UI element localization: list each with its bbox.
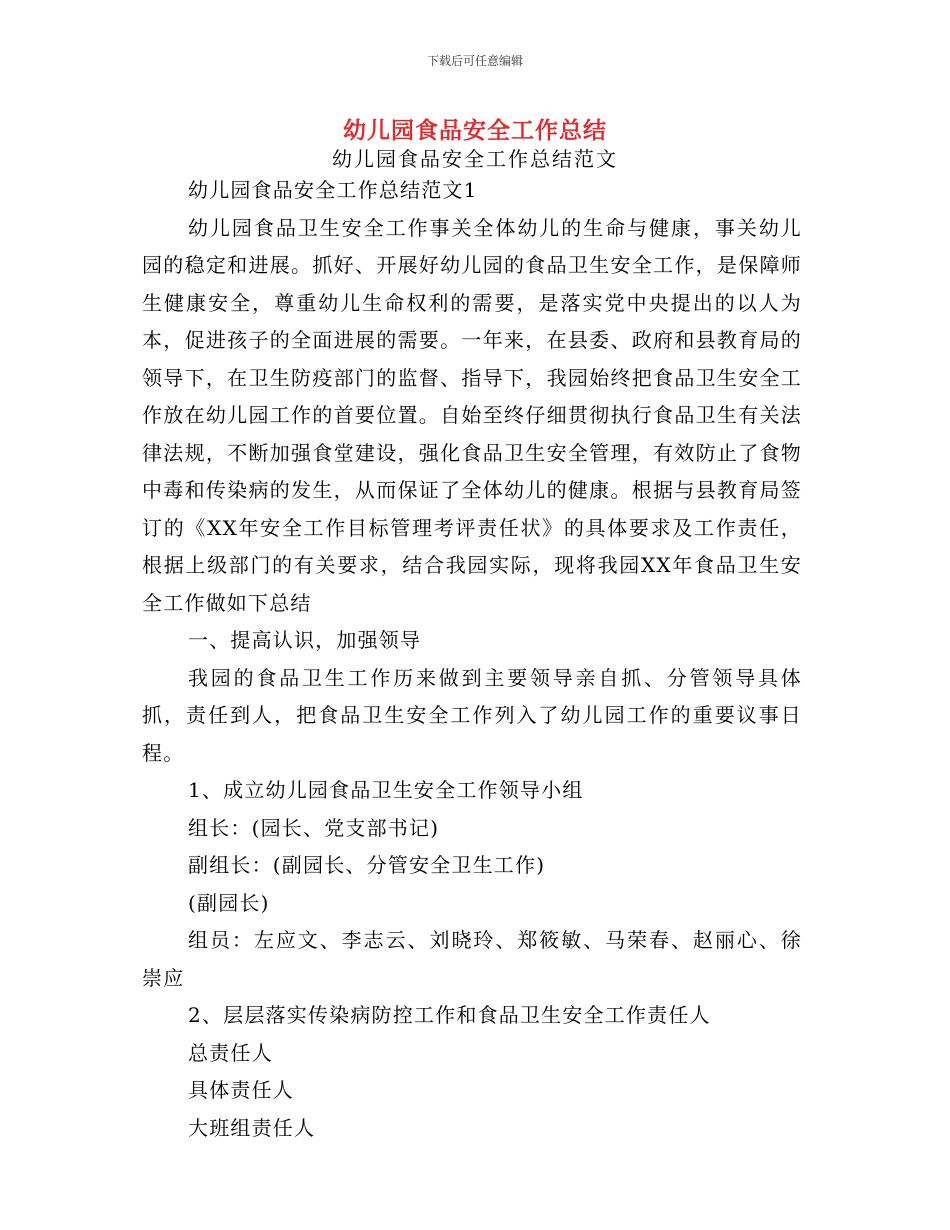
deputy-leader-line: 副组长：(副园长、分管安全卫生工作): [188, 853, 546, 877]
subsection-heading-1: 1、成立幼儿园食品卫生安全工作领导小组: [188, 778, 584, 802]
paragraph-heading-1: 幼儿园食品安全工作总结范文1: [188, 178, 478, 202]
paragraph-intro: 幼儿园食品卫生安全工作事关全体幼儿的生命与健康，事关幼儿园的稳定和进展。抓好、开展好幼儿园的食品卫生安全工作，是保障师生健康安全，尊重幼儿生命权利的需要，是落实党中央提出的以人为本，促进孩子的全面进展的需要。一年来，在县委、政府和县教育局的领导下，在卫生防疫部门的监督、指导下，我园始终把食品卫生安全工作放在幼儿园工作的首要位置。自始至终仔细贯彻执行食品卫生有关法律法规，不断加强食堂建设，强化食品卫生安全管理，有效防止了食物中毒和传染病的发生，从而保证了全体幼儿的健康。根据与县教育局签订的《XX年安全工作目标管理考评责任状》的具体要求及工作责任，根据上级部门的有关要求，结合我园实际，现将我园XX年食品卫生安全工作做如下总结: [142, 215, 802, 615]
section-heading-1: 一、提高认识，加强领导: [188, 628, 422, 652]
deputy-director-line: (副园长): [188, 890, 270, 915]
members-line: 组员：左应文、李志云、刘晓玲、郑筱敏、马荣春、赵丽心、徐崇应: [142, 928, 802, 990]
paragraph-leadership: 我园的食品卫生工作历来做到主要领导亲自抓、分管领导具体抓，责任到人，把食品卫生安全工作列入了幼儿园工作的重要议事日程。: [142, 665, 802, 765]
header-note: 下载后可任意编辑: [426, 54, 523, 68]
document-title: 幼儿园食品安全工作总结: [343, 118, 607, 144]
responsible-specific-line: 具体责任人: [188, 1078, 294, 1102]
responsible-senior-class-line: 大班组责任人: [188, 1115, 316, 1140]
subsection-heading-2: 2、层层落实传染病防控工作和食品卫生安全工作责任人: [188, 1003, 711, 1027]
document-body: [142, 172, 802, 1147]
responsible-general-line: 总责任人: [188, 1040, 273, 1065]
document-subtitle: 幼儿园食品安全工作总结范文: [332, 147, 618, 171]
leader-line: 组长：(园长、党支部书记): [188, 815, 440, 840]
